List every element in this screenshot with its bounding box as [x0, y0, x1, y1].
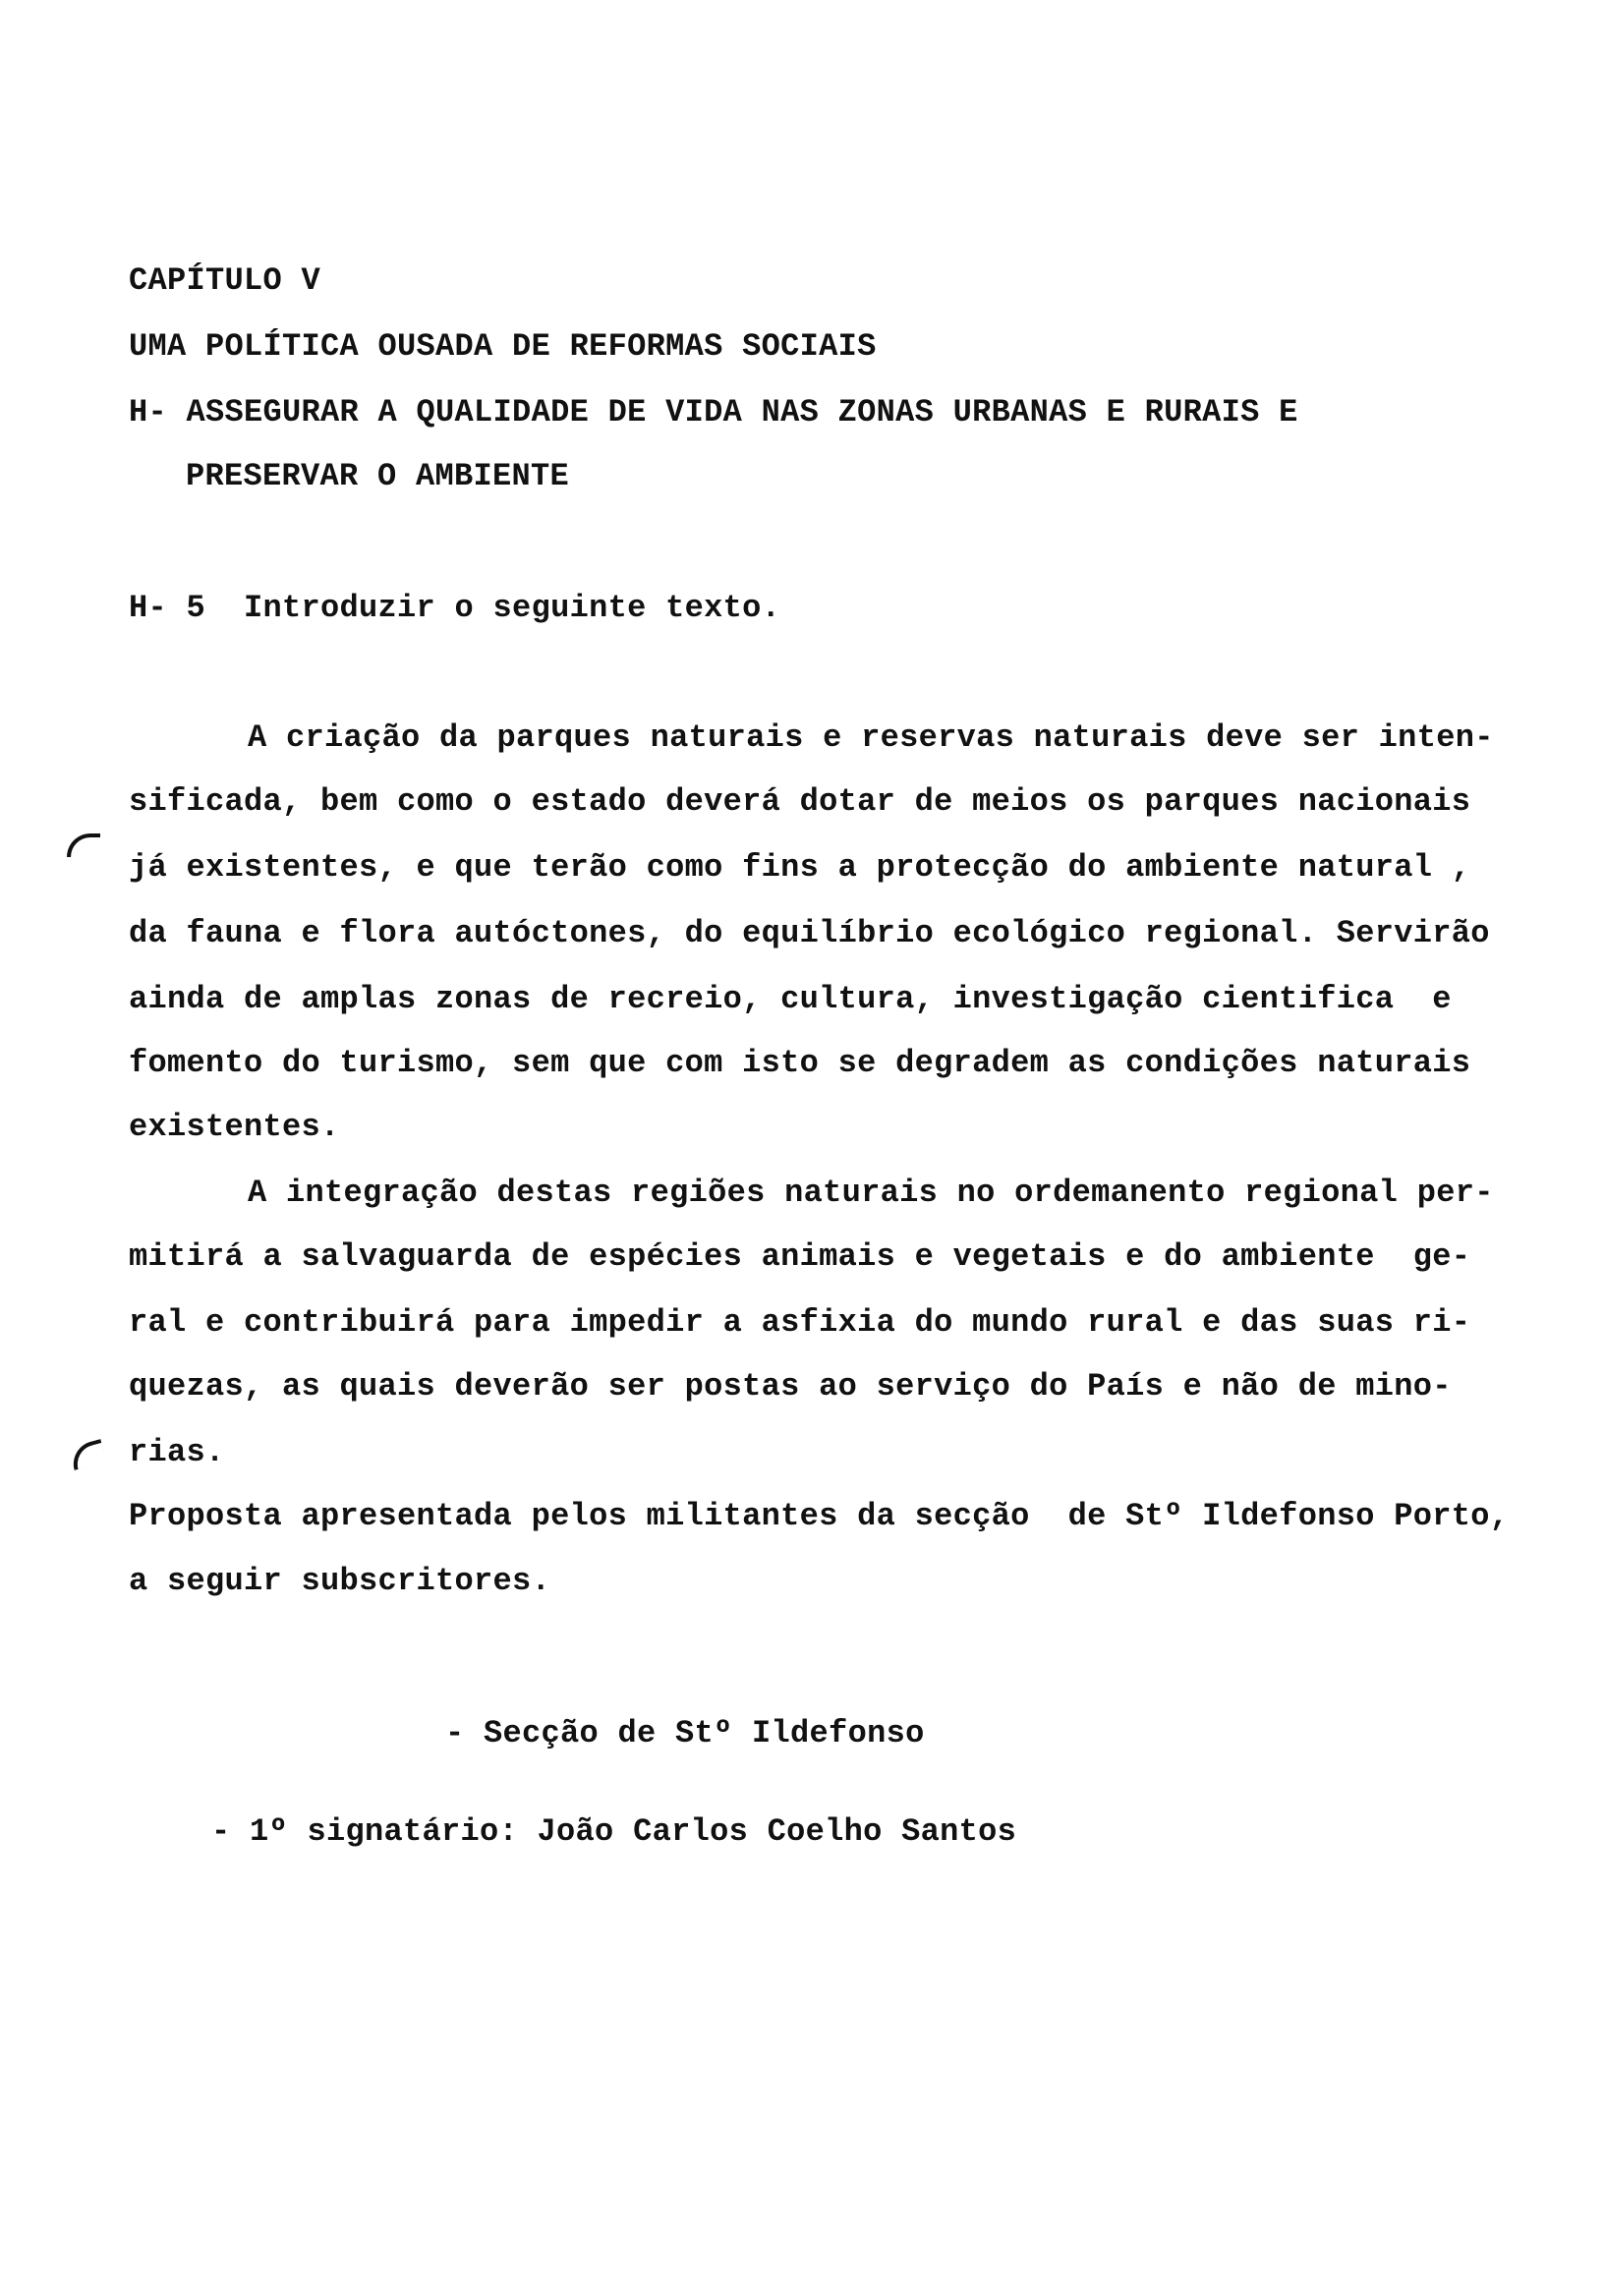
paragraph1-line: da fauna e flora autóctones, do equilíbrio ecológico regional. Servirão [129, 915, 1490, 951]
paragraph1-line: já existentes, e que terão como fins a protecção do ambiente natural , [129, 849, 1471, 886]
paragraph1-line: A criação da parques naturais e reservas naturais deve ser inten- [248, 719, 1494, 756]
subsection-title-line2: PRESERVAR O AMBIENTE [186, 458, 570, 494]
paragraph1-line: ainda de amplas zonas de recreio, cultura, investigação cientifica e [129, 981, 1452, 1017]
signature-section: - Secção de Stº Ildefonso [445, 1715, 925, 1751]
item-heading: H- 5 Introduzir o seguinte texto. [129, 590, 781, 626]
section-title: UMA POLÍTICA OUSADA DE REFORMAS SOCIAIS [129, 328, 877, 365]
paragraph2-line: A integração destas regiões naturais no ordemanento regional per- [248, 1175, 1494, 1211]
paragraph2-line: mitirá a salvaguarda de espécies animais e vegetais e do ambiente ge- [129, 1238, 1471, 1275]
paragraph1-line: sificada, bem como o estado deverá dotar de meios os parques nacionais [129, 783, 1471, 820]
proposal-line: Proposta apresentada pelos militantes da secção de Stº Ildefonso Porto, [129, 1498, 1510, 1534]
hole-punch-mark-icon [68, 1439, 106, 1470]
chapter-heading: CAPÍTULO V [129, 262, 321, 299]
paragraph1-line: existentes. [129, 1109, 340, 1145]
paragraph2-line: quezas, as quais deverão ser postas ao serviço do País e não de mino- [129, 1368, 1452, 1405]
paragraph1-line: fomento do turismo, sem que com isto se degradem as condições naturais [129, 1045, 1471, 1081]
paragraph2-line: ral e contribuirá para impedir a asfixia do mundo rural e das suas ri- [129, 1304, 1471, 1341]
first-signatory: - 1º signatário: João Carlos Coelho Santos [211, 1813, 1017, 1850]
paragraph2-line: rias. [129, 1434, 225, 1470]
subsection-title-line1: H- ASSEGURAR A QUALIDADE DE VIDA NAS ZONAS URBANAS E RURAIS E [129, 394, 1298, 430]
hole-punch-mark-icon [67, 833, 100, 857]
proposal-line: a seguir subscritores. [129, 1563, 551, 1599]
